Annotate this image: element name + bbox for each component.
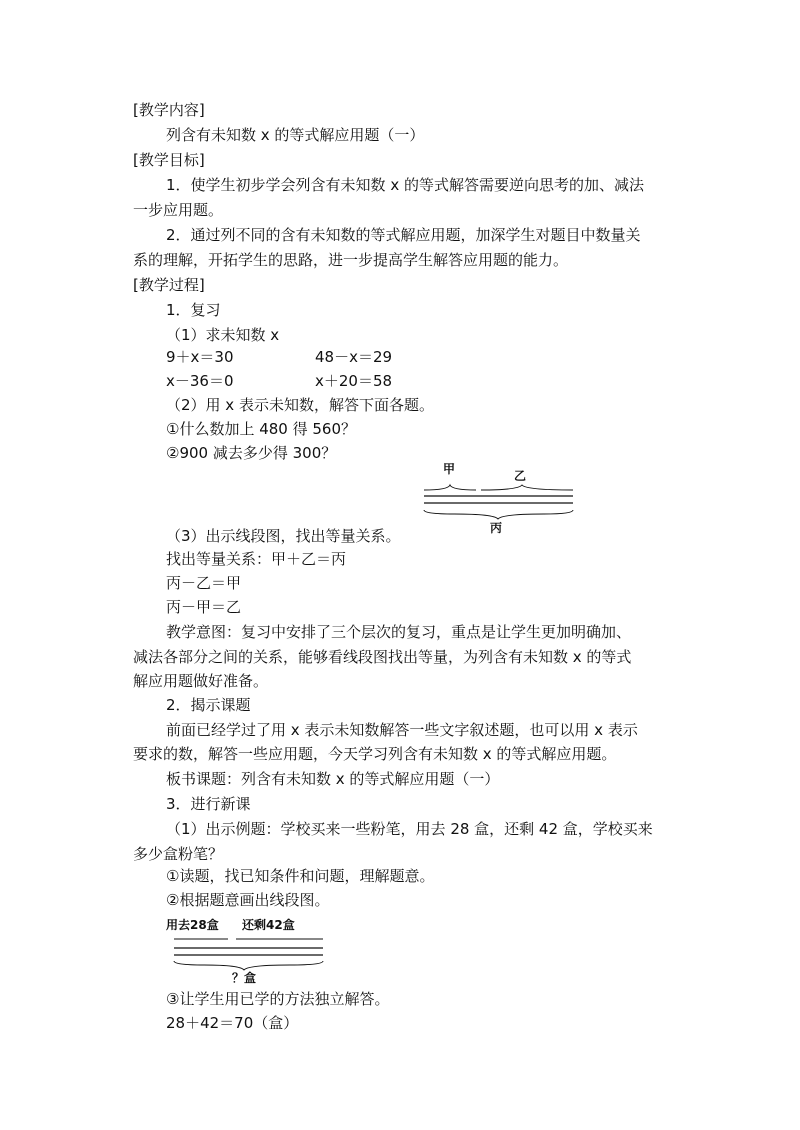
diagram1-label-a: 甲 <box>443 462 456 476</box>
goal-1-line-1: 1．使学生初步学会列含有未知数 x 的等式解答需要逆向思考的加、减法 <box>166 176 644 194</box>
relation-2: 丙－乙＝甲 <box>166 574 242 592</box>
diagram1-label-b: 乙 <box>514 469 527 483</box>
intent-line-1: 教学意图：复习中安排了三个层次的复习，重点是让学生更加明确加、 <box>166 623 632 641</box>
diagram2-label-c: ？盒 <box>232 971 257 985</box>
example-line-2: 多少盒粉笔？ <box>133 845 224 863</box>
section-heading-goals: [教学目标] <box>133 151 205 169</box>
intent-line-3: 解应用题做好准备。 <box>133 672 269 690</box>
diagram2-label-a: 用去28盒 <box>166 918 219 932</box>
substep-2: ②根据题意画出线段图。 <box>166 891 330 909</box>
section-heading-content: [教学内容] <box>133 101 205 119</box>
review-part-2: （2）用 x 表示未知数，解答下面各题。 <box>166 396 434 414</box>
step-review-heading: 1．复习 <box>166 301 221 319</box>
reveal-line-1: 前面已经学过了用 x 表示未知数解答一些文字叙述题，也可以用 x 表示 <box>166 721 638 739</box>
substep-1: ①读题，找已知条件和问题，理解题意。 <box>166 867 435 885</box>
goal-2-line-1: 2．通过列不同的含有未知数的等式解应用题，加深学生对题目中数量关 <box>166 226 641 244</box>
equation-3: x－36＝0 <box>166 372 234 390</box>
goal-1-line-2: 一步应用题。 <box>133 201 224 219</box>
example-line-1: （1）出示例题：学校买来一些粉笔，用去 28 盒，还剩 42 盒，学校买来 <box>166 820 653 838</box>
diagram1-brace-b <box>481 485 573 490</box>
review-part-3: （3）出示线段图，找出等量关系。 <box>166 527 401 545</box>
question-1: ①什么数加上 480 得 560？ <box>166 420 357 438</box>
reveal-line-2: 要求的数，解答一些应用题，今天学习列含有未知数 x 的等式解应用题。 <box>133 745 617 763</box>
diagram1-label-c: 丙 <box>490 521 503 535</box>
lesson-title: 列含有未知数 x 的等式解应用题（一） <box>166 126 425 144</box>
diagram2-brace-total <box>174 961 323 970</box>
equation-1: 9＋x＝30 <box>166 348 234 366</box>
relation-3: 丙－甲＝乙 <box>166 598 242 616</box>
section-heading-process: [教学过程] <box>133 276 205 294</box>
review-part-1: （1）求未知数 x <box>166 326 280 344</box>
equation-2: 48－x＝29 <box>315 348 393 366</box>
relation-1: 找出等量关系：甲＋乙＝丙 <box>166 550 347 568</box>
step-reveal-heading: 2．揭示课题 <box>166 696 251 714</box>
line-segment-diagram-1 <box>410 458 590 538</box>
answer-equation: 28＋42＝70（盒） <box>166 1014 299 1032</box>
line-segment-diagram-2 <box>160 912 340 986</box>
step-new-lesson-heading: 3．进行新课 <box>166 795 251 813</box>
question-2: ②900 减去多少得 300？ <box>166 444 337 462</box>
equation-4: x＋20＝58 <box>315 372 393 390</box>
goal-2-line-2: 系的理解，开拓学生的思路，进一步提高学生解答应用题的能力。 <box>133 251 569 269</box>
diagram2-label-b: 还剩42盒 <box>242 918 295 932</box>
diagram1-brace-a <box>424 485 476 490</box>
diagram1-brace-total <box>424 510 573 519</box>
intent-line-2: 减法各部分之间的关系，能够看线段图找出等量，为列含有未知数 x 的等式 <box>133 648 632 666</box>
board-title: 板书课题：列含有未知数 x 的等式解应用题（一） <box>166 770 500 788</box>
substep-3: ③让学生用已学的方法独立解答。 <box>166 990 390 1008</box>
